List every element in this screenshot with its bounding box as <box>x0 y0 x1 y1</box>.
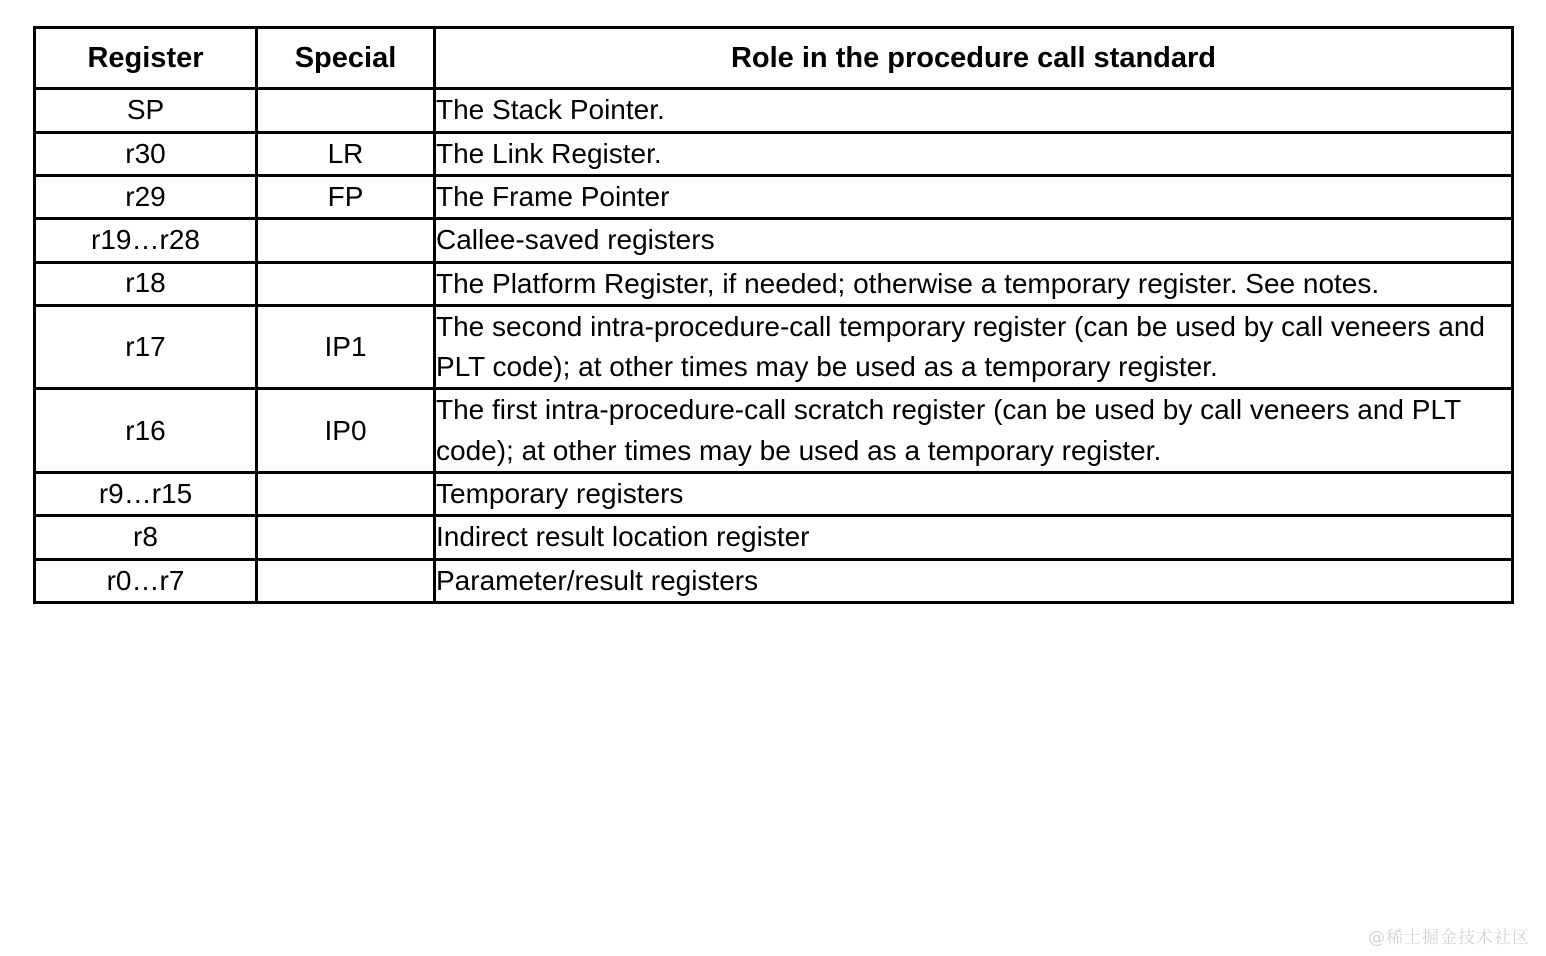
cell-special: IP0 <box>257 389 435 473</box>
table-row <box>35 175 1513 218</box>
table-row <box>35 132 1513 175</box>
cell-register: r29 <box>35 175 257 218</box>
cell-register: SP <box>35 89 257 132</box>
cell-role: Callee-saved registers <box>435 219 1513 262</box>
cell-role: The Frame Pointer <box>435 175 1513 218</box>
column-header-role: Role in the procedure call standard <box>435 28 1513 89</box>
column-header-register: Register <box>35 28 257 89</box>
cell-special <box>257 473 435 516</box>
cell-role: The Stack Pointer. <box>435 89 1513 132</box>
register-table-container <box>33 26 1511 604</box>
cell-role: The second intra-procedure-call temporary register (can be used by call veneers and PLT code); at other times may be used as a temporary register. <box>435 305 1513 389</box>
table-row <box>35 262 1513 305</box>
cell-register: r17 <box>35 305 257 389</box>
table-row <box>35 89 1513 132</box>
table-row <box>35 516 1513 559</box>
table-row <box>35 305 1513 389</box>
cell-register: r0…r7 <box>35 559 257 602</box>
table-header <box>35 28 1513 89</box>
cell-special <box>257 559 435 602</box>
table-row <box>35 219 1513 262</box>
cell-register: r19…r28 <box>35 219 257 262</box>
cell-role: The Platform Register, if needed; otherwise a temporary register. See notes. <box>435 262 1513 305</box>
cell-special <box>257 516 435 559</box>
cell-register: r30 <box>35 132 257 175</box>
cell-role: The Link Register. <box>435 132 1513 175</box>
cell-special: FP <box>257 175 435 218</box>
table-row <box>35 389 1513 473</box>
cell-special: IP1 <box>257 305 435 389</box>
table-row <box>35 473 1513 516</box>
cell-special: LR <box>257 132 435 175</box>
cell-role: Parameter/result registers <box>435 559 1513 602</box>
cell-role: Indirect result location register <box>435 516 1513 559</box>
table-header-row <box>35 28 1513 89</box>
table-body <box>35 89 1513 603</box>
cell-special <box>257 89 435 132</box>
table-row <box>35 559 1513 602</box>
cell-register: r8 <box>35 516 257 559</box>
cell-special <box>257 219 435 262</box>
cell-register: r16 <box>35 389 257 473</box>
cell-register: r9…r15 <box>35 473 257 516</box>
cell-role: The first intra-procedure-call scratch register (can be used by call veneers and PLT code); at other times may be used as a temporary register. <box>435 389 1513 473</box>
procedure-call-standard-register-table <box>33 26 1514 604</box>
cell-register: r18 <box>35 262 257 305</box>
cell-role: Temporary registers <box>435 473 1513 516</box>
watermark: @稀土掘金技术社区 <box>1368 928 1530 948</box>
cell-special <box>257 262 435 305</box>
column-header-special: Special <box>257 28 435 89</box>
